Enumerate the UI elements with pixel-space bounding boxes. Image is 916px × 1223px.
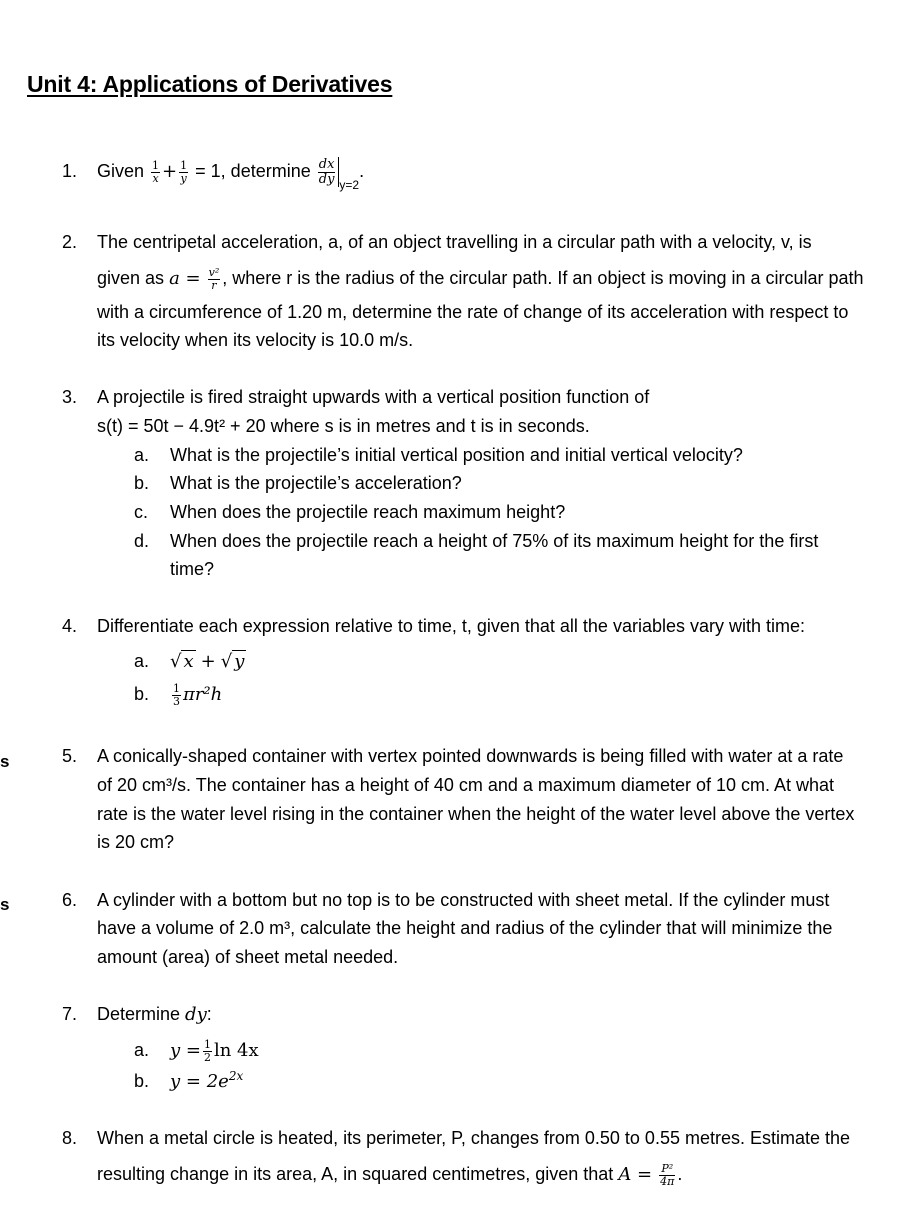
question-number: 7. <box>62 1004 78 1024</box>
q5-line-2: of 20 cm³/s. The container has a height of 40 cm and a maximum diameter of 10 cm. At what <box>97 775 835 795</box>
q4-line-1: Differentiate each expression relative to time, t, given that all the variables vary with time: <box>97 616 806 636</box>
q5-line-4: is 20 cm? <box>97 832 175 852</box>
part-text: When does the projectile reach maximum height? <box>170 502 566 522</box>
part-expression: y = $\frac{1}{2}$ ln 4x <box>170 1037 259 1064</box>
fraction: $\frac{1}{2}$ <box>203 1037 211 1064</box>
question-1-text: Given $\frac{1}{x}$ + $\frac{1}{y}$ = 1, determine $\frac{dx}{dy}$ $_{y=2}$. <box>97 156 365 192</box>
part-expression: $y = 2e^{2x}$ <box>170 1069 244 1092</box>
part-label: a. <box>134 651 150 671</box>
q5-line-1: A conically-shaped container with vertex pointed downwards is being filled with water at a rate <box>97 746 844 766</box>
part-text: What is the projectile’s initial vertical position and initial vertical velocity? <box>170 445 743 465</box>
question-number: 4. <box>62 616 78 636</box>
fraction: $\frac{1}{y}$ <box>180 158 188 185</box>
sqrt: √ y <box>220 651 245 672</box>
question-number: 3. <box>62 387 78 407</box>
question-number: 5. <box>62 746 78 766</box>
page-title: Unit 4: Applications of Derivatives <box>27 71 393 97</box>
margin-mark: s <box>0 752 10 771</box>
q8-line-2: resulting change in its area, A, in squared centimetres, given that A = $\frac{\text{P²}}{4\pi}$ . <box>97 1161 683 1188</box>
q8-line-1: When a metal circle is heated, its perimeter, P, changes from 0.50 to 0.55 metres. Estimate the <box>97 1128 851 1148</box>
part-label: b. <box>134 684 150 704</box>
derivative-fraction: $\frac{dx}{dy}$ <box>318 156 335 187</box>
part-label: b. <box>134 473 150 493</box>
q2-line-3: with a circumference of 1.20 m, determine the rate of change of its acceleration with respect to <box>97 302 849 322</box>
q6-line-2: have a volume of 2.0 m³, calculate the height and radius of the cylinder that will minimize the <box>97 918 833 938</box>
part-text: When does the projectile reach a height of 75% of its maximum height for the first <box>170 531 819 551</box>
fraction: $\frac{1}{3}$ <box>173 681 180 708</box>
q2-line-2: given as a = $\frac{\text{v²}}{r}$ , where r is the radius of the circular path. If an object is moving in a circular path <box>97 265 864 292</box>
part-label: b. <box>134 1071 150 1091</box>
q6-line-3: amount (area) of sheet metal needed. <box>97 947 399 967</box>
q5-line-3: rate is the water level rising in the container when the height of the water level above the vertex <box>97 804 855 824</box>
part-text-continued: time? <box>170 559 215 579</box>
q2-line-1: The centripetal acceleration, a, of an object travelling in a circular path with a velocity, v, is <box>97 232 812 252</box>
fraction: $\frac{\text{P²}}{4\pi}$ <box>660 1161 675 1188</box>
part-text: What is the projectile’s acceleration? <box>170 473 462 493</box>
fraction: $\frac{1}{x}$ <box>152 158 160 185</box>
q1-given: Given <box>97 161 145 181</box>
part-label: a. <box>134 445 150 465</box>
evaluation-point: y=2 <box>339 178 360 192</box>
part-expression: √ x + √ y <box>170 651 245 672</box>
q3-line-1: A projectile is fired straight upwards with a vertical position function of <box>97 387 650 407</box>
question-number: 2. <box>62 232 78 252</box>
part-label: a. <box>134 1040 150 1060</box>
q2-line-4: its velocity when its velocity is 10.0 m/s. <box>97 330 414 350</box>
q6-line-1: A cylinder with a bottom but no top is to be constructed with sheet metal. If the cylinder must <box>97 890 830 910</box>
part-expression: $\frac{1}{3}$ πr²h <box>173 681 223 708</box>
q3-line-2: s(t) = 50t − 4.9t² + 20 where s is in metres and t is in seconds. <box>97 416 590 436</box>
sqrt: √ x <box>170 651 194 672</box>
part-label: d. <box>134 531 150 551</box>
margin-mark: s <box>0 895 10 914</box>
fraction: $\frac{\text{v²}}{r}$ <box>208 265 220 292</box>
question-number: 1. <box>62 161 78 181</box>
q7-line-1: Determine dy: <box>97 1004 212 1025</box>
question-number: 8. <box>62 1128 78 1148</box>
q1-equals: = 1, determine <box>195 161 311 181</box>
question-number: 6. <box>62 890 78 910</box>
part-label: c. <box>134 502 149 522</box>
